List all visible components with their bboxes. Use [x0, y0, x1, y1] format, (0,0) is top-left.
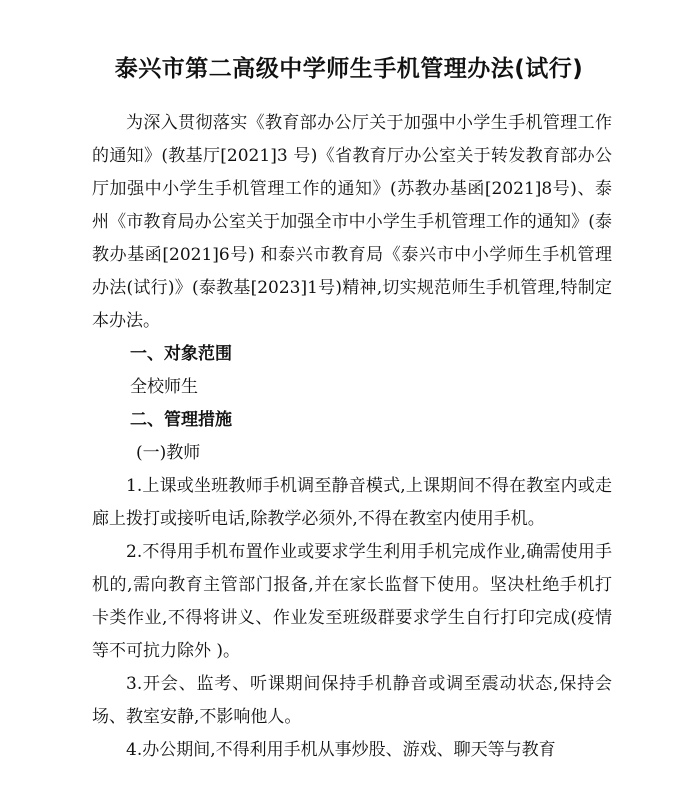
section-heading-measures: 二、管理措施 — [130, 410, 232, 430]
section-scope-text: 全校师生 — [130, 377, 198, 397]
item-3-paragraph: 3.开会、监考、听课期间保持手机静音或调至震动状态,保持会场、教室安静,不影响他人。 — [92, 674, 612, 727]
item-1-paragraph: 1.上课或坐班教师手机调至静音模式,上课期间不得在教室内或走廊上拨打或接听电话,除教学必须外,不得在教室内使用手机。 — [92, 476, 612, 529]
subsection-teachers: (一)教师 — [136, 443, 201, 463]
document-body — [92, 107, 612, 767]
intro-paragraph: 为深入贯彻落实《教育部办公厅关于加强中小学生手机管理工作的通知》(教基厅[2021]3 号)《省教育厅办公室关于转发教育部办公厅加强中小学生手机管理工作的通知》(苏教办基函[2021]8号)、泰州《市教育局办公室关于加强全市中小学生手机管理工作的通知》(泰教办基函[2021]6号) 和泰兴市教育局《泰兴市中小学师生手机管理办法(试行)》(泰教基[2023]1号)精神,切实规范师生手机管理,特制定本办法。 — [92, 113, 612, 331]
document-title: 泰兴市第二高级中学师生手机管理办法(试行) — [114, 56, 584, 82]
item-4-paragraph: 4.办公期间,不得利用手机从事炒股、游戏、聊天等与教育 — [126, 740, 556, 760]
item-2-paragraph: 2.不得用手机布置作业或要求学生利用手机完成作业,确需使用手机的,需向教育主管部门报备,并在家长监督下使用。坚决杜绝手机打卡类作业,不得将讲义、作业发至班级群要求学生自行打印完成(疫情等不可抗力除外 )。 — [92, 542, 612, 661]
section-heading-scope: 一、对象范围 — [130, 344, 232, 364]
